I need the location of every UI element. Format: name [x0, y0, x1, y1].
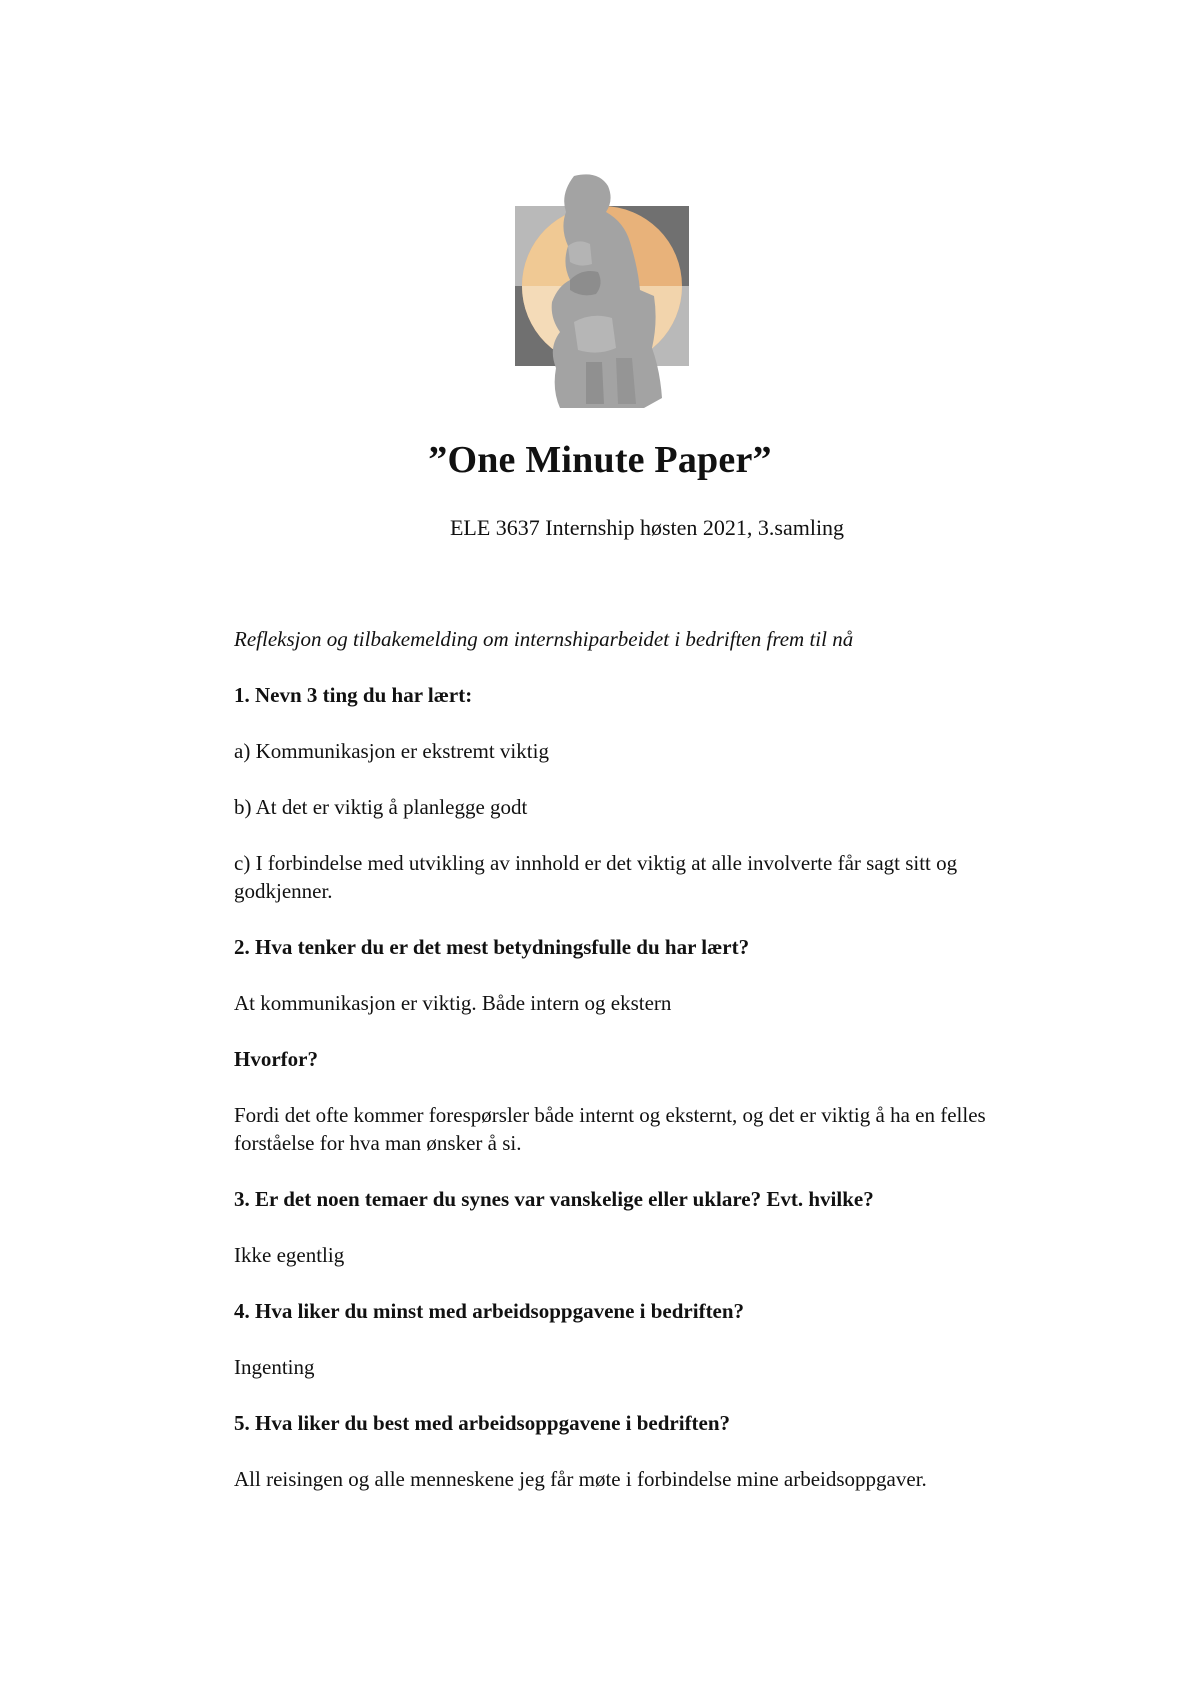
- course-subtitle: ELE 3637 Internship høsten 2021, 3.samling: [449, 515, 845, 540]
- question-5: 5. Hva liker du best med arbeidsoppgavene i bedriften?: [234, 1411, 731, 1435]
- answer-1b: b) At det er viktig å planlegge godt: [234, 795, 528, 819]
- answer-3: Ikke egentlig: [234, 1243, 345, 1267]
- answer-1a: a) Kommunikasjon er ekstremt viktig: [234, 739, 549, 763]
- answer-2-followup: Fordi det ofte kommer forespørsler både internt og eksternt, og det er viktig å ha en felles forståelse for hva man ønsker å si.: [234, 1103, 986, 1155]
- document-body: [234, 625, 1054, 1493]
- answer-4: Ingenting: [234, 1355, 315, 1379]
- question-2: 2. Hva tenker du er det mest betydningsfulle du har lært?: [234, 935, 750, 959]
- answer-1c: c) I forbindelse med utvikling av innhold er det viktig at alle involverte får sagt sitt og godkjenner.: [234, 851, 958, 903]
- page-title: ”One Minute Paper”: [428, 439, 772, 481]
- answer-5: All reisingen og alle menneskene jeg får møte i forbindelse mine arbeidsoppgaver.: [234, 1467, 927, 1491]
- question-3: 3. Er det noen temaer du synes var vanskelige eller uklare? Evt. hvilke?: [234, 1187, 874, 1211]
- question-2-followup: Hvorfor?: [234, 1047, 318, 1071]
- question-4: 4. Hva liker du minst med arbeidsoppgavene i bedriften?: [234, 1299, 745, 1323]
- answer-2: At kommunikasjon er viktig. Både intern og ekstern: [234, 991, 672, 1015]
- intro-text: Refleksjon og tilbakemelding om internshiparbeidet i bedriften frem til nå: [234, 627, 854, 651]
- question-1: 1. Nevn 3 ting du har lært:: [234, 683, 473, 707]
- thinker-statue-logo: [512, 172, 692, 412]
